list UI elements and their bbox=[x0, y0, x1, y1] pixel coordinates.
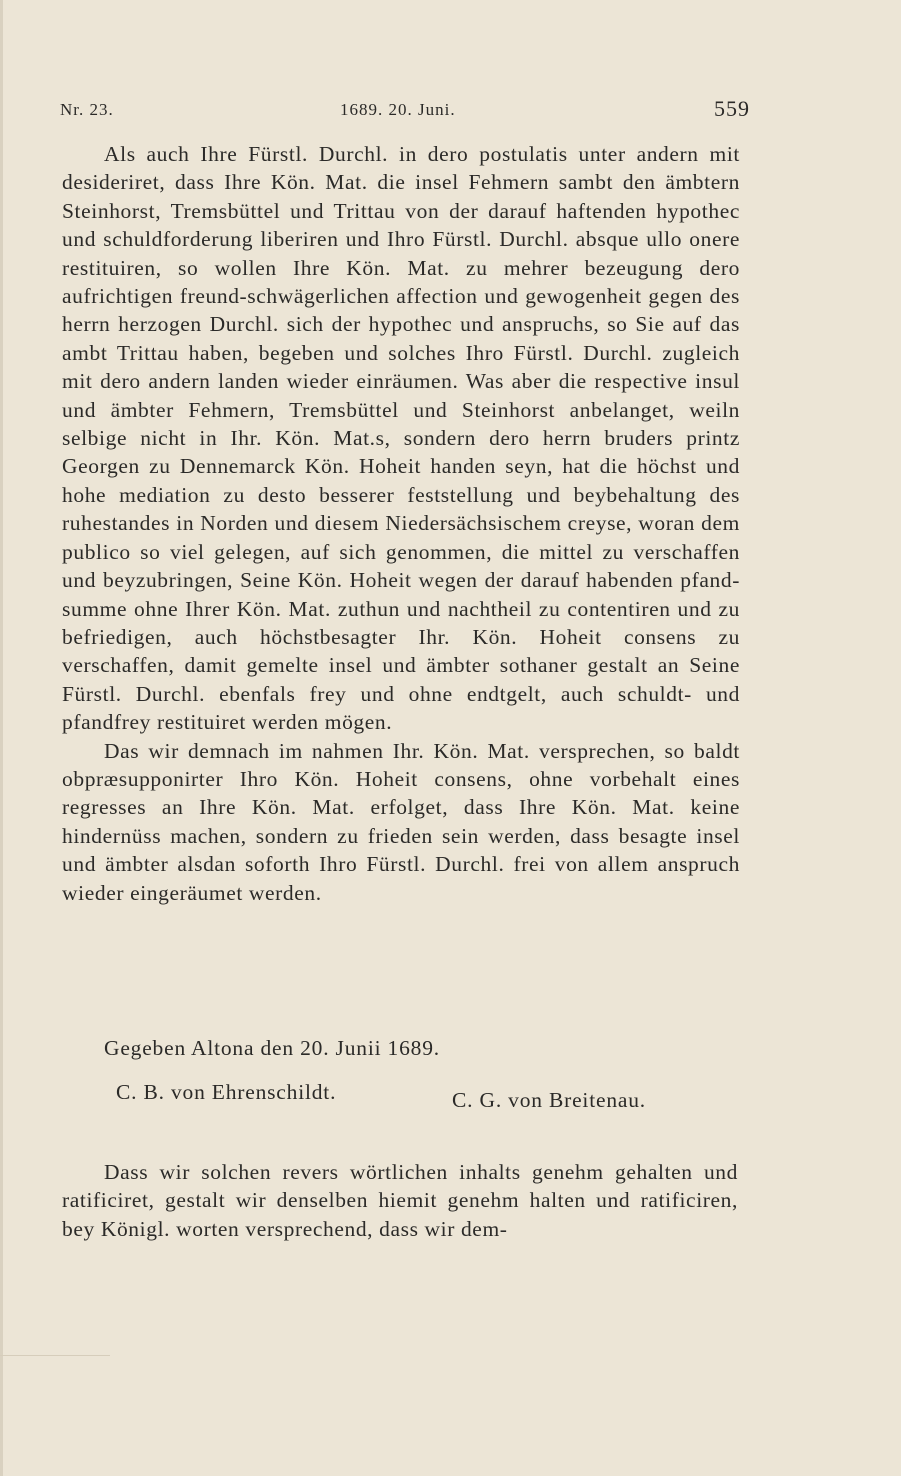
page-corner-fold bbox=[0, 1355, 110, 1476]
closing-paragraph: Dass wir solchen revers wörtlichen inhalts genehm gehalten und ratificiret, gestalt wir denselben hiemit genehm halten und ratificiren, bey Königl. worten versprechend, dass wir dem- bbox=[62, 1160, 738, 1241]
document-number: Nr. 23. bbox=[60, 100, 114, 119]
closing-text bbox=[62, 1158, 738, 1243]
signature-left: C. B. von Ehrenschildt. bbox=[116, 1080, 337, 1104]
signature-right: C. G. von Breitenau. bbox=[452, 1088, 646, 1112]
main-text bbox=[62, 140, 740, 907]
page-edge bbox=[0, 0, 3, 1476]
running-head bbox=[60, 96, 750, 126]
dateline: Gegeben Altona den 20. Junii 1689. bbox=[104, 1036, 440, 1060]
header-date: 1689. 20. Juni. bbox=[340, 100, 456, 119]
paragraph: Das wir demnach im nahmen Ihr. Kön. Mat. versprechen, so baldt obpræsupponirter Ihro Kön. Hoheit consens, ohne vorbehalt eines regresses an Ihre Kön. Mat. erfolget, dass Ihre Kön. Mat. keine hindernüss machen, sondern zu frieden sein werden, dass besagte insel und ämbter alsdan soforth Ihro Fürstl. Durchl. frei von allem anspruch wieder eingeräumet werden. bbox=[62, 738, 740, 905]
paragraph: Als auch Ihre Fürstl. Durchl. in dero postulatis unter andern mit desideriret, dass Ihre Kön. Mat. die insel Fehmern sambt den ämbtern Steinhorst, Tremsbüttel und Trittau von der darauf haftenden hypothec und schuldforderung liberiren und Ihro Fürstl. Durchl. absque ullo onere restituiren, so wollen Ihre Kön. Mat. zu mehrer bezeugung dero aufrichtigen freund-schwägerlichen affection und gewogenheit gegen des herrn herzogen Durchl. sich der hypothec und anspruchs, so Sie auf das ambt Trittau haben, begeben und solches Ihro Fürstl. Durchl. zugleich mit dero andern landen wieder einräumen. Was aber die respective insul und ämbter Fehmern, Tremsbüttel und Steinhorst anbelanget, weiln selbige nicht in Ihr. Kön. Mat.s, sondern dero herrn bruders printz Georgen zu Dennemarck Kön. Hoheit handen seyn, hat die höchst und hohe mediation zu desto besserer feststellung und beybehaltung des ruhestandes in Norden und diesem Niedersächsischem creyse, woran dem publico so viel gelegen, auf sich genommen, die mittel zu verschaffen und beyzubringen, Seine Kön. Hoheit wegen der darauf habenden pfand-summe ohne Ihrer Kön. Mat. zuthun und nachtheil zu contentiren und zu befriedigen, auch höchstbesagter Ihr. Kön. Hoheit consens zu verschaffen, damit gemelte insel und ämbter sothaner gestalt an Seine Fürstl. Durchl. ebenfals frey und ohne endtgelt, auch schuldt- und pfandfrey restituiret werden mögen. bbox=[62, 142, 740, 735]
page-number: 559 bbox=[714, 96, 750, 121]
